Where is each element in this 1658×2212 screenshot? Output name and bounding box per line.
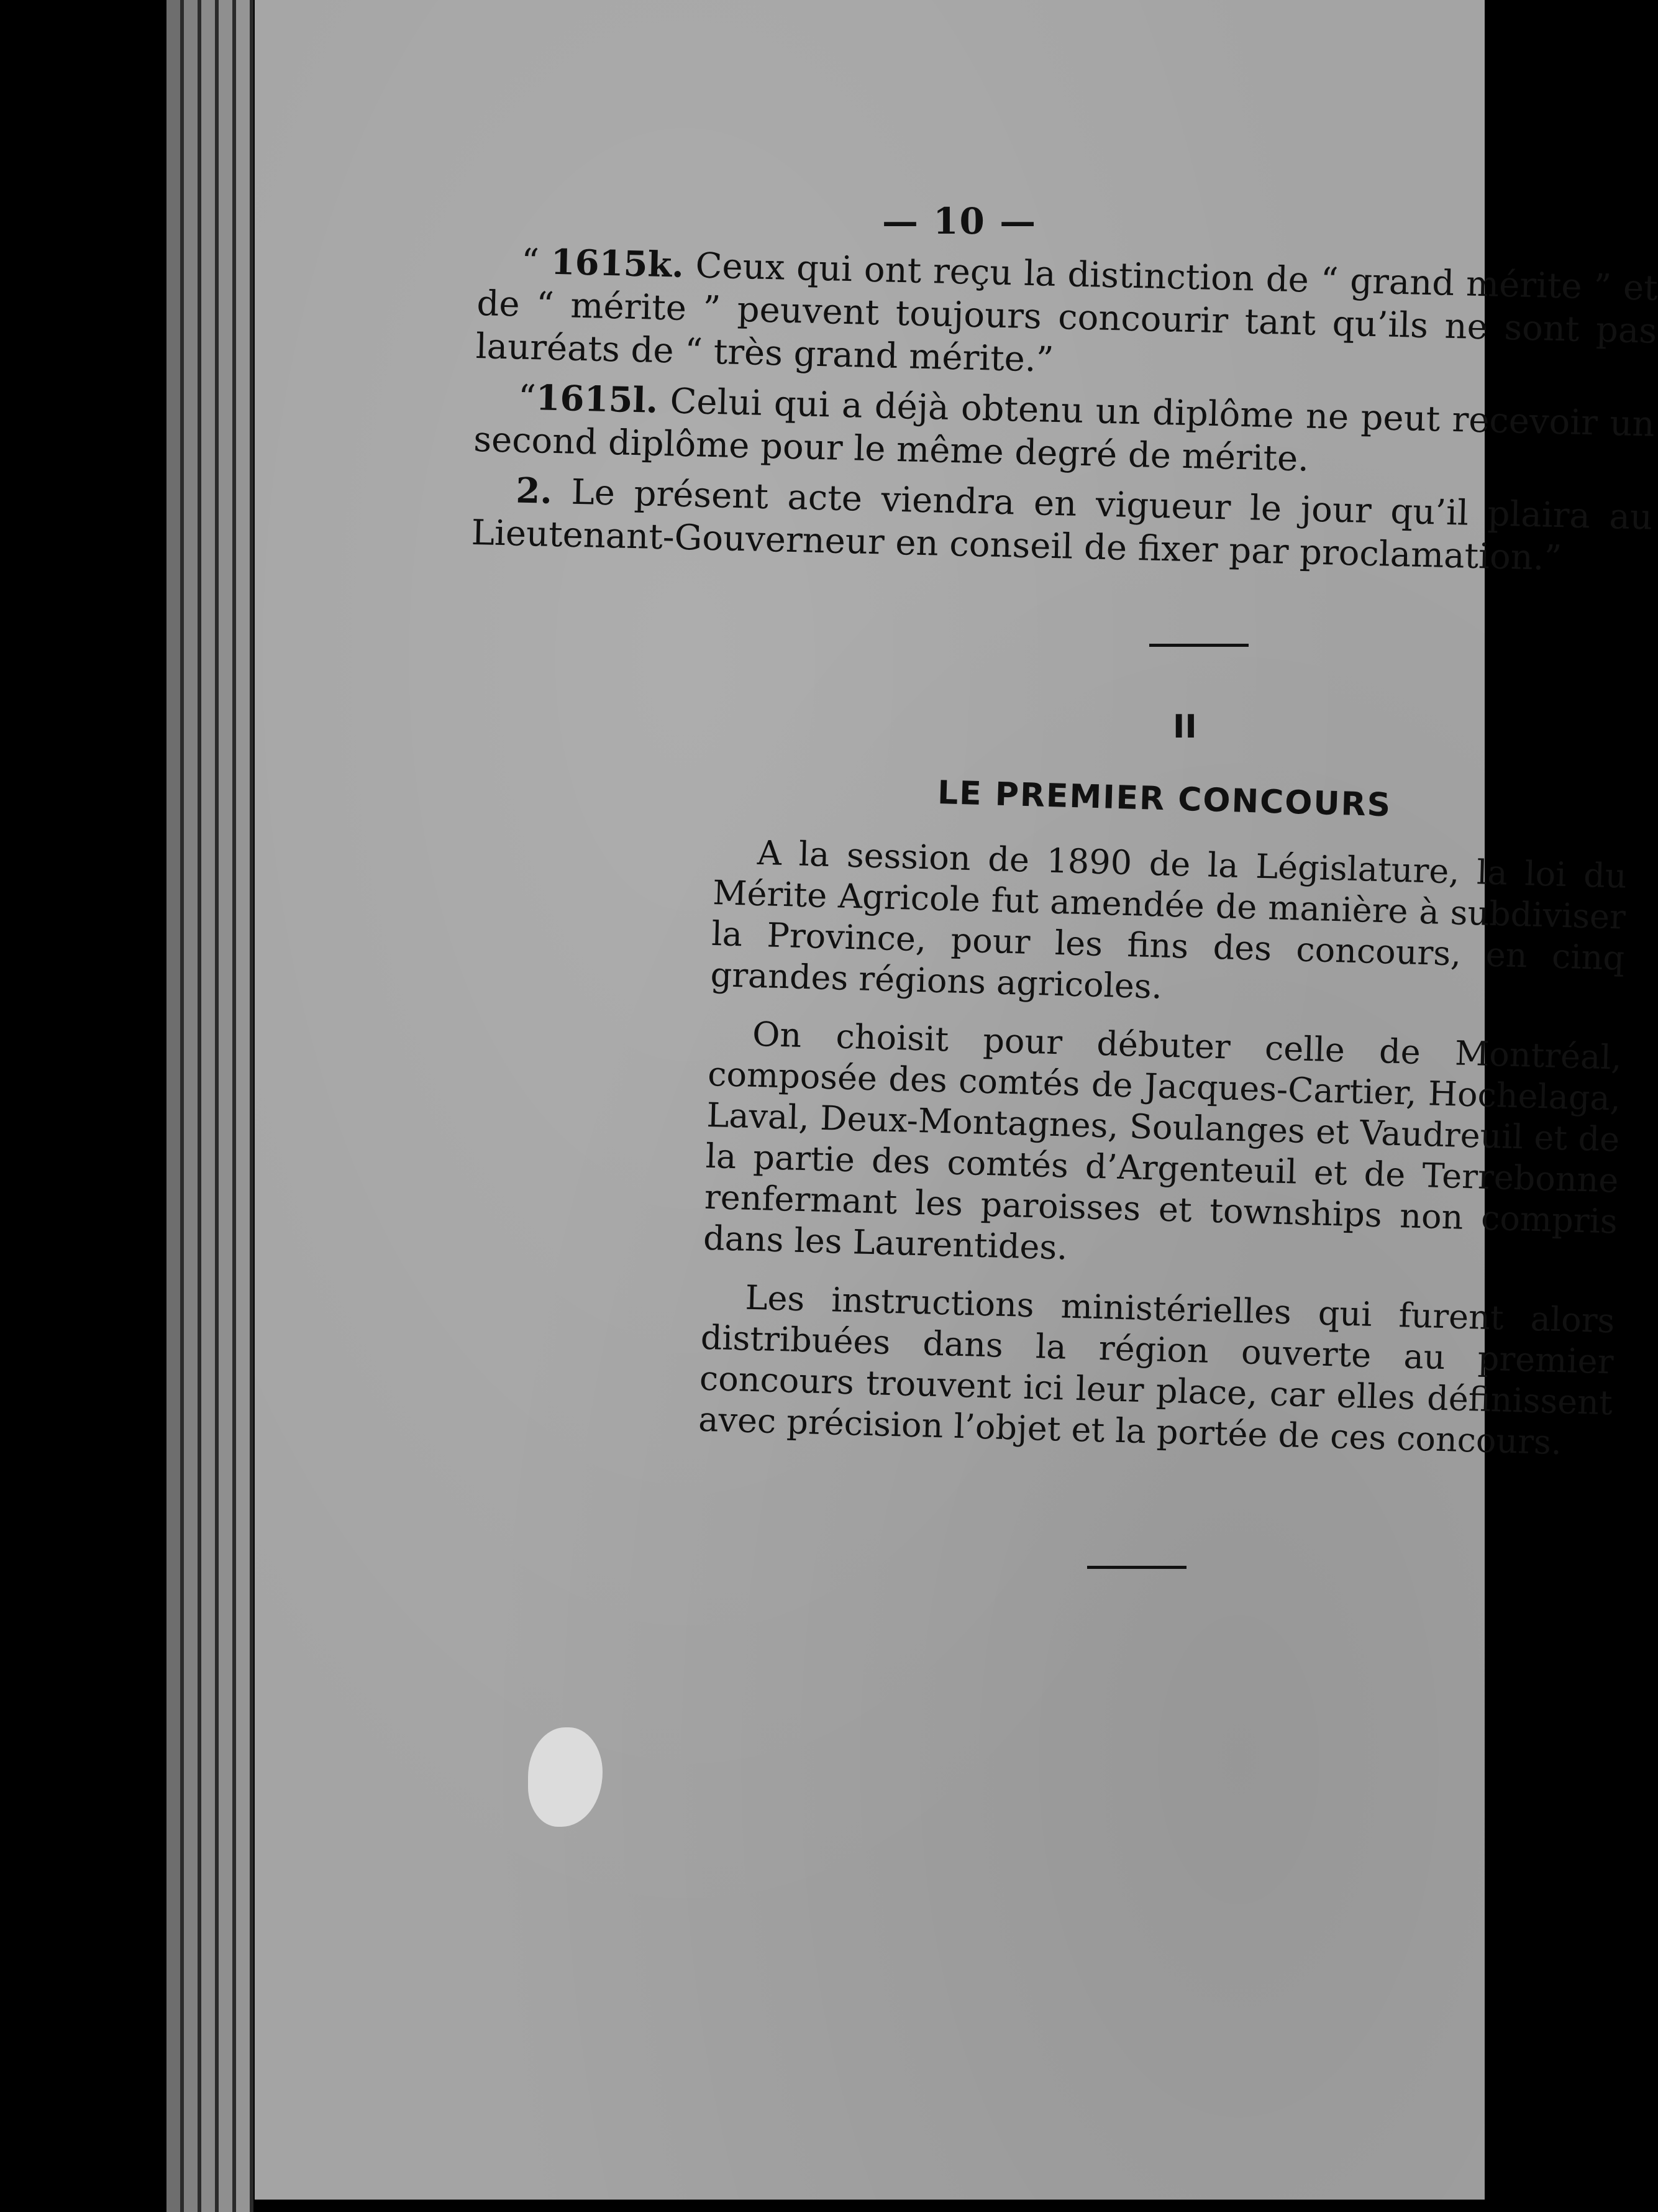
body-paragraph: On choisit pour débuter celle de Montréal, composée des comtés de Jacques-Cartier, Hochelaga, Laval, Deux-Montagnes, Soulanges et Vaudreuil et de la partie des comtés d’Argenteuil et de Terrebonne renfermant les paroisses et townships non compris dans les Laurentides. [703, 1014, 1623, 1268]
end-divider [1087, 1566, 1187, 1569]
article-text: Le présent acte viendra en vigueur le jour qu’il plaira au Lieutenant-Gouverneur en conseil de fixer par proclamation.” [471, 471, 1653, 579]
page-edge [184, 0, 201, 2212]
page-edge [166, 0, 184, 2212]
article-number: 1615k. [550, 241, 685, 286]
body-paragraph: A la session de 1890 de la Législature, la loi du Mérite Agricole fut amendée de manière à subdiviser la Province, pour les fins des concours, en cinq grandes régions agricoles. [709, 833, 1628, 1007]
page-number: — 10 — [882, 200, 1037, 242]
section-divider [1149, 644, 1249, 647]
article-paragraph [471, 468, 1653, 582]
body-paragraph: Les instructions ministérielles qui furent alors distribuées dans la région ouverte au premier concours trouvent ici leur place, car elles définissent avec précision l’objet et la portée de ces concours. [698, 1277, 1616, 1463]
section-body [698, 831, 1627, 1465]
paper-stain [528, 1727, 603, 1827]
page-edge [201, 0, 219, 2212]
article-text: Ceux qui ont reçu la distinction de “ grand mérite ” et de “ mérite ” peuvent toujours concourir tant qu’ils ne sont pas lauréats de “ très grand mérite.” [475, 245, 1658, 380]
article-text: Celui qui a déjà obtenu un diplôme ne peut recevoir un second diplôme pour le même degré de mérite. [473, 380, 1656, 480]
amendment-articles [471, 239, 1658, 582]
page-edge [219, 0, 236, 2212]
article-paragraph: “1615l. Celui qui a déjà obtenu un diplôme ne peut recevoir un second diplôme pour le même degré de mérite. [473, 377, 1656, 480]
section-number: II [1173, 708, 1197, 746]
book-page [255, 0, 1658, 2200]
article-number: 1615l. [535, 377, 659, 421]
page-edge [236, 0, 253, 2212]
article-paragraph: “ 1615k. Ceux qui ont reçu la distinction de “ grand mérite ” et de “ mérite ” peuvent toujours concourir tant qu’ils ne sont pas lauréats de “ très grand mérite.” [475, 241, 1658, 380]
section-title: LE PREMIER CONCOURS [937, 774, 1392, 825]
article-number: 2. [515, 470, 553, 512]
